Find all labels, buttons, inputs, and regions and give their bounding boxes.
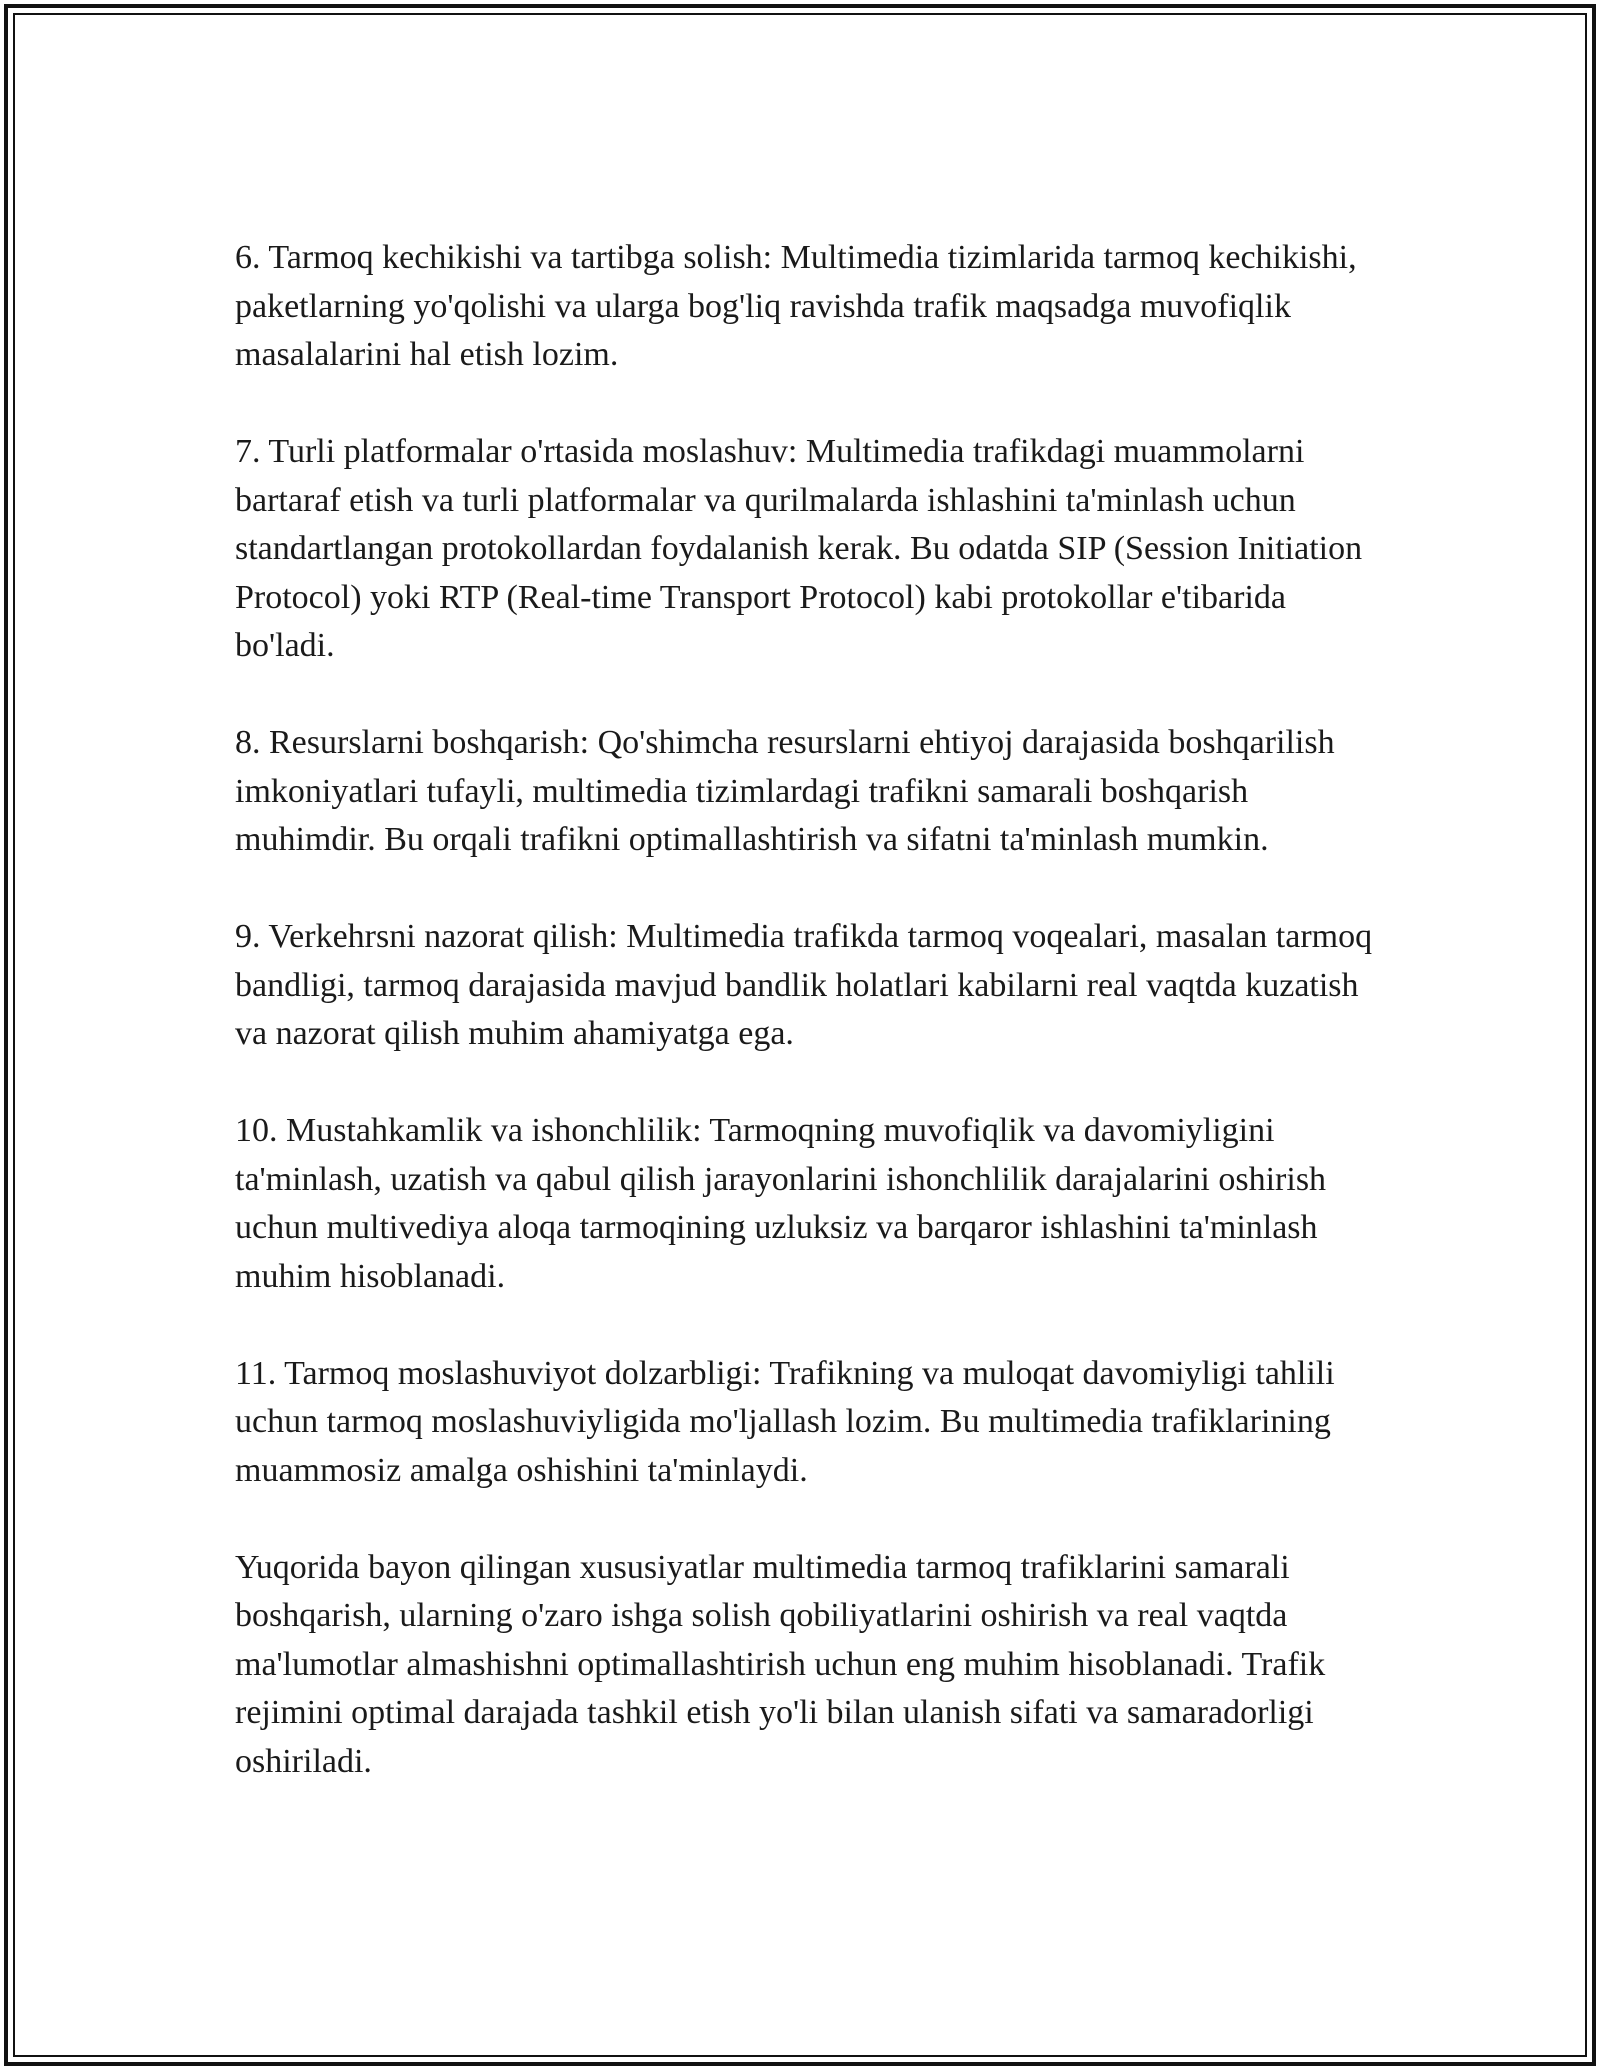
paragraph-item-7: 7. Turli platformalar o'rtasida moslashuv: Multimedia trafikdagi muammolarni bartaraf etish va turli platformalar va qurilmalarda ishlashini ta'minlash uchun standartlangan protokollardan foydalanish kerak. Bu odatda SIP (Session Initiation Protocol) yoki RTP (Real-time Transport Protocol) kabi protokollar e'tibarida bo'ladi. [235, 433, 1363, 664]
paragraph-item-6: 6. Tarmoq kechikishi va tartibga solish: Multimedia tizimlarida tarmoq kechikishi, paketlarning yo'qolishi va ularga bog'liq ravishda trafik maqsadga muvofiqlik masalalarini hal etish lozim. [235, 239, 1357, 373]
document-body [235, 234, 1385, 1835]
paragraph-item-8: 8. Resurslarni boshqarish: Qo'shimcha resurslarni ehtiyoj darajasida boshqarilish imkoniyatlari tufayli, multimedia tizimlardagi trafikni samarali boshqarish muhimdir. Bu orqali trafikni optimallashtirish va sifatni ta'minlash mumkin. [235, 724, 1335, 858]
paragraph-item-11: 11. Tarmoq moslashuviyot dolzarbligi: Trafikning va muloqat davomiyligi tahlili uchun tarmoq moslashuviyligida mo'ljallash lozim. Bu multimedia trafiklarining muammosiz amalga oshishini ta'minlaydi. [235, 1354, 1335, 1489]
paragraph-item-10: 10. Mustahkamlik va ishonchlilik: Tarmoqning muvofiqlik va davomiyligini ta'minlash, uzatish va qabul qilish jarayonlarini ishonchlilik darajalarini oshirish uchun multivediya aloqa tarmoqining uzluksiz va barqaror ishlashini ta'minlash muhim hisoblanadi. [235, 1112, 1327, 1295]
conclusion-paragraph: Yuqorida bayon qilingan xususiyatlar multimedia tarmoq trafiklarini samarali boshqarish, ularning o'zaro ishga solish qobiliyatlarini oshirish va real vaqtda ma'lumotlar almashishni optimallashtirish uchun eng muhim hisoblanadi. Trafik rejimini optimal darajada tashkil etish yo'li bilan ulanish sifati va samaradorligi oshiriladi. [235, 1548, 1326, 1780]
paragraph-item-9: 9. Verkehrsni nazorat qilish: Multimedia trafikda tarmoq voqealari, masalan tarmoq bandligi, tarmoq darajasida mavjud bandlik holatlari kabilarni real vaqtda kuzatish va nazorat qilish muhim ahamiyatga ega. [235, 918, 1373, 1052]
